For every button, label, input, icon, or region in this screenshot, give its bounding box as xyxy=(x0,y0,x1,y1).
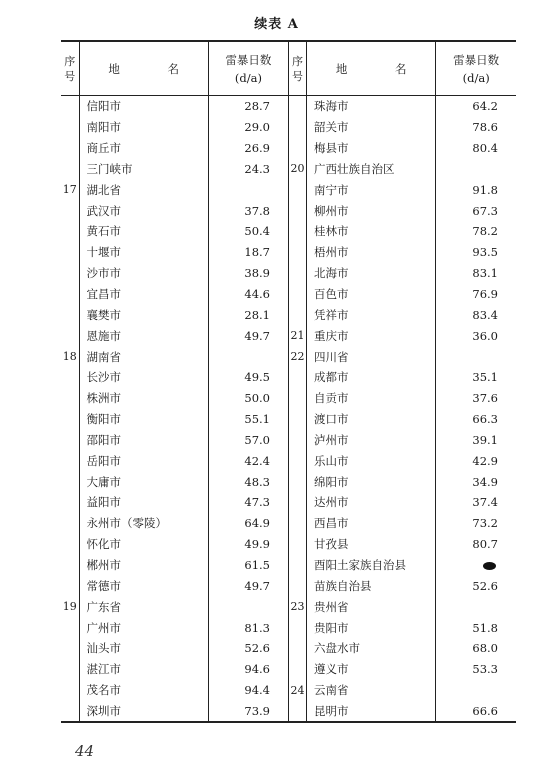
header-seq-left: 序号 xyxy=(61,41,79,96)
table-row xyxy=(61,346,516,367)
cell-seq-right: 20 xyxy=(288,159,306,180)
header-unit-label: (d/a) xyxy=(234,70,262,85)
cell-seq-right xyxy=(288,304,306,325)
cell-name-left: 长沙市 xyxy=(79,367,208,388)
cell-name-left: 常德市 xyxy=(79,575,208,596)
cell-value-right: 93.5 xyxy=(472,245,498,260)
cell-value-left: 49.5 xyxy=(208,367,288,388)
cell-value-left: 64.9 xyxy=(208,513,288,534)
table-row xyxy=(61,617,516,638)
cell-name-right: 甘孜县 xyxy=(307,534,436,555)
cell-seq-left: 19 xyxy=(61,596,79,617)
page-number: 44 xyxy=(75,742,95,760)
cell-value-right: 66.3 xyxy=(472,412,498,427)
cell-name-right: 绵阳市 xyxy=(307,471,436,492)
table-row xyxy=(61,117,516,138)
cell-seq-left xyxy=(61,325,79,346)
cell-seq-right xyxy=(288,179,306,200)
cell-value-left: 49.7 xyxy=(208,325,288,346)
table-row xyxy=(61,513,516,534)
table-row xyxy=(61,159,516,180)
cell-seq-right: 21 xyxy=(288,325,306,346)
cell-seq-left xyxy=(61,638,79,659)
cell-value-left: 49.7 xyxy=(208,575,288,596)
cell-value-right: 66.6 xyxy=(436,700,516,722)
cell-value-left: 28.1 xyxy=(208,304,288,325)
table-row xyxy=(61,388,516,409)
cell-name-right: 达州市 xyxy=(307,492,436,513)
cell-value-right: 78.6 xyxy=(472,120,498,135)
table-row xyxy=(61,659,516,680)
cell-value-left: 29.0 xyxy=(208,117,288,138)
cell-name-right: 昆明市 xyxy=(307,700,436,722)
cell-seq-right: 22 xyxy=(288,346,306,367)
cell-seq-left xyxy=(61,96,79,117)
cell-name-left: 恩施市 xyxy=(79,325,208,346)
cell-value-right: 80.7 xyxy=(472,537,498,552)
table-row xyxy=(61,492,516,513)
cell-value-left: 47.3 xyxy=(208,492,288,513)
cell-seq-left xyxy=(61,617,79,638)
cell-seq-right xyxy=(288,409,306,430)
cell-seq-right xyxy=(288,367,306,388)
table-row xyxy=(61,304,516,325)
cell-seq-right xyxy=(288,575,306,596)
cell-value-right: 91.8 xyxy=(472,182,498,197)
header-unit-label: (d/a) xyxy=(462,70,490,85)
cell-value-left: 57.0 xyxy=(208,430,288,451)
cell-seq-left xyxy=(61,159,79,180)
cell-value-right xyxy=(436,596,516,617)
cell-seq-left xyxy=(61,513,79,534)
cell-value-left: 26.9 xyxy=(208,138,288,159)
cell-value-right xyxy=(436,680,516,701)
cell-name-right: 四川省 xyxy=(307,346,436,367)
cell-name-right: 梅县市 xyxy=(307,138,436,159)
header-value-label: 雷暴日数 xyxy=(453,52,500,67)
cell-seq-left xyxy=(61,555,79,576)
cell-seq-left xyxy=(61,367,79,388)
cell-name-right: 渡口市 xyxy=(307,409,436,430)
cell-value-left: 55.1 xyxy=(208,409,288,430)
cell-name-right: 重庆市 xyxy=(307,325,436,346)
cell-value-left: 61.5 xyxy=(208,555,288,576)
cell-name-right: 北海市 xyxy=(307,263,436,284)
header-value-label: 雷暴日数 xyxy=(225,52,272,67)
table-row xyxy=(61,263,516,284)
cell-value-left: 49.9 xyxy=(208,534,288,555)
cell-seq-left xyxy=(61,200,79,221)
cell-value-left: 24.3 xyxy=(208,159,288,180)
cell-name-right: 韶关市 xyxy=(307,117,436,138)
cell-seq-right xyxy=(288,638,306,659)
cell-name-right: 西昌市 xyxy=(307,513,436,534)
table-row xyxy=(61,179,516,200)
cell-seq-left xyxy=(61,263,79,284)
cell-value-right: 52.6 xyxy=(472,578,498,593)
cell-name-right: 云南省 xyxy=(307,680,436,701)
cell-seq-left xyxy=(61,409,79,430)
cell-seq-right xyxy=(288,471,306,492)
table-row xyxy=(61,680,516,701)
cell-value-right: 42.9 xyxy=(472,453,498,468)
cell-name-left: 广东省 xyxy=(79,596,208,617)
cell-seq-right xyxy=(288,617,306,638)
cell-value-right: 73.2 xyxy=(472,516,498,531)
cell-name-right: 梧州市 xyxy=(307,242,436,263)
cell-value-right: 83.4 xyxy=(472,307,498,322)
cell-name-left: 益阳市 xyxy=(79,492,208,513)
table-header-row xyxy=(61,41,516,96)
cell-seq-right xyxy=(288,513,306,534)
cell-name-left: 岳阳市 xyxy=(79,450,208,471)
thunderstorm-days-table xyxy=(61,40,516,723)
cell-value-right: 68.0 xyxy=(472,641,498,656)
cell-seq-left xyxy=(61,388,79,409)
table-caption: 续表 A xyxy=(254,17,299,32)
cell-seq-right xyxy=(288,555,306,576)
cell-value-right: 78.2 xyxy=(472,224,498,239)
cell-value-right xyxy=(436,555,516,576)
cell-value-right: 39.1 xyxy=(472,432,498,447)
table-row xyxy=(61,138,516,159)
cell-name-left: 郴州市 xyxy=(79,555,208,576)
cell-value-left xyxy=(208,596,288,617)
cell-seq-right: 24 xyxy=(288,680,306,701)
cell-name-right: 柳州市 xyxy=(307,200,436,221)
cell-seq-left: 18 xyxy=(61,346,79,367)
cell-name-left: 深圳市 xyxy=(79,700,208,722)
cell-value-right: 80.4 xyxy=(472,141,498,156)
table-row xyxy=(61,284,516,305)
cell-seq-right xyxy=(288,284,306,305)
cell-value-left: 37.8 xyxy=(208,200,288,221)
cell-name-left: 广州市 xyxy=(79,617,208,638)
table-row xyxy=(61,367,516,388)
cell-name-right: 遵义市 xyxy=(307,659,436,680)
cell-seq-left: 17 xyxy=(61,179,79,200)
cell-seq-left xyxy=(61,138,79,159)
cell-value-right: 64.2 xyxy=(472,99,498,114)
cell-seq-right: 23 xyxy=(288,596,306,617)
cell-name-left: 汕头市 xyxy=(79,638,208,659)
cell-value-left xyxy=(208,346,288,367)
cell-name-right: 自贡市 xyxy=(307,388,436,409)
cell-value-left: 73.9 xyxy=(208,700,288,722)
cell-name-right: 六盘水市 xyxy=(307,638,436,659)
cell-name-right: 南宁市 xyxy=(307,179,436,200)
cell-value-right: 83.1 xyxy=(472,266,498,281)
cell-value-left: 42.4 xyxy=(208,450,288,471)
cell-value-right: 76.9 xyxy=(472,287,498,302)
cell-name-left: 襄樊市 xyxy=(79,304,208,325)
cell-value-left: 18.7 xyxy=(208,242,288,263)
cell-name-left: 湛江市 xyxy=(79,659,208,680)
cell-name-right: 苗族自治县 xyxy=(307,575,436,596)
cell-seq-left xyxy=(61,575,79,596)
cell-value-right xyxy=(436,159,516,180)
cell-name-left: 商丘市 xyxy=(79,138,208,159)
cell-value-right: 53.3 xyxy=(472,662,498,677)
cell-value-left: 48.3 xyxy=(208,471,288,492)
cell-seq-right xyxy=(288,96,306,117)
cell-value-left: 38.9 xyxy=(208,263,288,284)
cell-value-right: 51.8 xyxy=(472,620,498,635)
cell-seq-right xyxy=(288,221,306,242)
cell-name-left: 湖南省 xyxy=(79,346,208,367)
cell-name-right: 桂林市 xyxy=(307,221,436,242)
cell-value-right: 36.0 xyxy=(472,328,498,343)
cell-seq-right xyxy=(288,492,306,513)
cell-name-right: 酉阳土家族自治县 xyxy=(307,555,436,576)
table-row xyxy=(61,200,516,221)
cell-seq-right xyxy=(288,659,306,680)
table-row xyxy=(61,700,516,722)
cell-seq-left xyxy=(61,700,79,722)
cell-value-left: 44.6 xyxy=(208,284,288,305)
cell-value-right: 37.4 xyxy=(472,495,498,510)
cell-value-right: 67.3 xyxy=(472,203,498,218)
cell-value-left: 28.7 xyxy=(208,96,288,117)
cell-seq-left xyxy=(61,242,79,263)
cell-value-left: 94.6 xyxy=(208,659,288,680)
cell-name-right: 泸州市 xyxy=(307,430,436,451)
table-row xyxy=(61,409,516,430)
cell-seq-right xyxy=(288,263,306,284)
cell-seq-left xyxy=(61,117,79,138)
cell-name-left: 衡阳市 xyxy=(79,409,208,430)
cell-value-right: 37.6 xyxy=(472,391,498,406)
cell-name-left: 黄石市 xyxy=(79,221,208,242)
table-row xyxy=(61,555,516,576)
header-value-left xyxy=(208,41,288,96)
cell-value-right xyxy=(436,346,516,367)
table-row xyxy=(61,450,516,471)
cell-name-left: 邵阳市 xyxy=(79,430,208,451)
table-row xyxy=(61,596,516,617)
cell-name-left: 大庸市 xyxy=(79,471,208,492)
cell-seq-left xyxy=(61,221,79,242)
cell-name-left: 信阳市 xyxy=(79,96,208,117)
cell-seq-left xyxy=(61,680,79,701)
cell-seq-right xyxy=(288,700,306,722)
cell-value-left: 52.6 xyxy=(208,638,288,659)
cell-value-left: 50.4 xyxy=(208,221,288,242)
cell-name-left: 茂名市 xyxy=(79,680,208,701)
cell-seq-right xyxy=(288,200,306,221)
cell-name-left: 株洲市 xyxy=(79,388,208,409)
cell-name-left: 沙市市 xyxy=(79,263,208,284)
cell-seq-left xyxy=(61,659,79,680)
table-row xyxy=(61,638,516,659)
table-row xyxy=(61,471,516,492)
cell-name-right: 广西壮族自治区 xyxy=(307,159,436,180)
cell-seq-right xyxy=(288,138,306,159)
header-seq-right: 序号 xyxy=(288,41,306,96)
table-row xyxy=(61,221,516,242)
cell-name-left: 三门峡市 xyxy=(79,159,208,180)
header-name-left: 地 名 xyxy=(79,41,208,96)
cell-seq-right xyxy=(288,534,306,555)
cell-seq-right xyxy=(288,117,306,138)
cell-name-left: 湖北省 xyxy=(79,179,208,200)
cell-name-left: 宜昌市 xyxy=(79,284,208,305)
cell-value-left: 50.0 xyxy=(208,388,288,409)
cell-seq-left xyxy=(61,471,79,492)
cell-name-right: 乐山市 xyxy=(307,450,436,471)
ink-smudge xyxy=(483,562,496,570)
cell-value-left xyxy=(208,179,288,200)
cell-name-left: 南阳市 xyxy=(79,117,208,138)
cell-name-right: 凭祥市 xyxy=(307,304,436,325)
table-row xyxy=(61,325,516,346)
cell-seq-left xyxy=(61,450,79,471)
cell-seq-right xyxy=(288,242,306,263)
cell-name-left: 永州市（零陵） xyxy=(79,513,208,534)
cell-value-right: 34.9 xyxy=(472,474,498,489)
table-row xyxy=(61,575,516,596)
table-body xyxy=(61,96,516,723)
cell-name-right: 贵阳市 xyxy=(307,617,436,638)
cell-seq-right xyxy=(288,430,306,451)
cell-seq-right xyxy=(288,450,306,471)
cell-seq-left xyxy=(61,492,79,513)
table-row xyxy=(61,242,516,263)
cell-value-left: 81.3 xyxy=(208,617,288,638)
cell-value-right: 35.1 xyxy=(472,370,498,385)
cell-name-left: 怀化市 xyxy=(79,534,208,555)
table-row xyxy=(61,430,516,451)
cell-seq-left xyxy=(61,284,79,305)
header-name-right: 地 名 xyxy=(307,41,436,96)
cell-seq-right xyxy=(288,388,306,409)
cell-name-left: 武汉市 xyxy=(79,200,208,221)
cell-seq-left xyxy=(61,430,79,451)
table-row xyxy=(61,96,516,117)
cell-name-right: 百色市 xyxy=(307,284,436,305)
cell-value-left: 94.4 xyxy=(208,680,288,701)
cell-name-right: 贵州省 xyxy=(307,596,436,617)
cell-seq-left xyxy=(61,534,79,555)
cell-seq-left xyxy=(61,304,79,325)
header-value-right xyxy=(436,41,516,96)
cell-name-right: 成都市 xyxy=(307,367,436,388)
cell-name-right: 珠海市 xyxy=(307,96,436,117)
table-row xyxy=(61,534,516,555)
cell-name-left: 十堰市 xyxy=(79,242,208,263)
